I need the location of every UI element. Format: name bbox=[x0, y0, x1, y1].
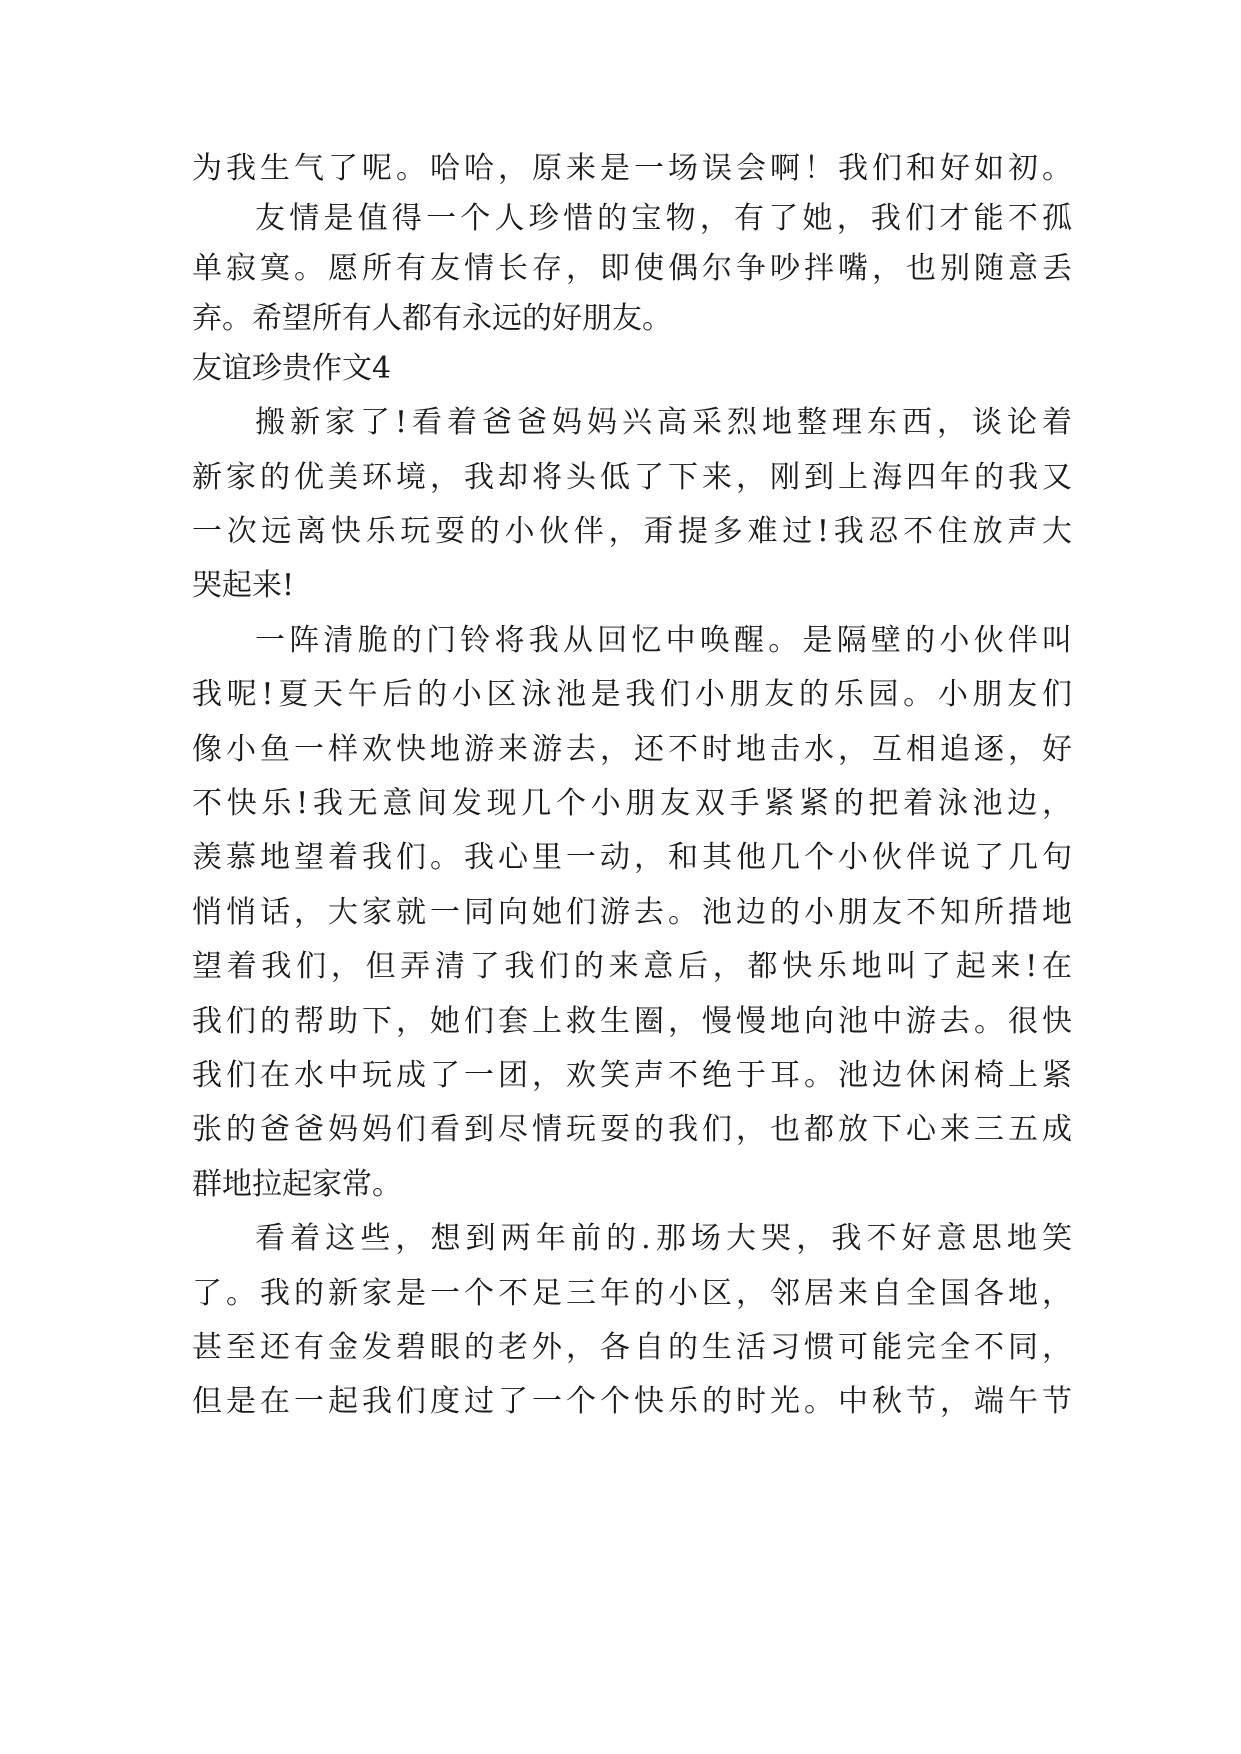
text-line: 悄悄话，大家就一同向她们游去。池边的小朋友不知所措地 bbox=[192, 895, 1072, 930]
text-line: 单寂寞。愿所有友情长存，即使偶尔争吵拌嘴，也别随意丢 bbox=[192, 251, 1072, 286]
section-heading: 友谊珍贵作文4 bbox=[192, 351, 392, 386]
text-line: 不快乐!我无意间发现几个小朋友双手紧紧的把着泳池边， bbox=[192, 786, 1072, 821]
text-line: 为我生气了呢。哈哈，原来是一场误会啊！我们和好如初。 bbox=[192, 151, 1072, 186]
text-line: 张的爸爸妈妈们看到尽情玩耍的我们，也都放下心来三五成 bbox=[192, 1112, 1072, 1147]
text-line: 哭起来! bbox=[192, 568, 295, 603]
text-line: 群地拉起家常。 bbox=[192, 1167, 402, 1202]
text-line: 我们在水中玩成了一团，欢笑声不绝于耳。池边休闲椅上紧 bbox=[192, 1058, 1072, 1093]
text-line: 我们的帮助下，她们套上救生圈，慢慢地向池中游去。很快 bbox=[192, 1004, 1072, 1039]
text-line: 像小鱼一样欢快地游来游去，还不时地击水，互相追逐，好 bbox=[192, 732, 1072, 767]
text-line: 搬新家了!看着爸爸妈妈兴高采烈地整理东西，谈论着 bbox=[255, 405, 1072, 440]
text-line: 一次远离快乐玩耍的小伙伴，甭提多难过!我忍不住放声大 bbox=[192, 514, 1072, 549]
text-line: 甚至还有金发碧眼的老外，各自的生活习惯可能完全不同， bbox=[192, 1330, 1072, 1365]
text-line: 新家的优美环境，我却将头低了下来，刚到上海四年的我又 bbox=[192, 460, 1072, 495]
text-line: 一阵清脆的门铃将我从回忆中唤醒。是隔壁的小伙伴叫 bbox=[255, 623, 1072, 658]
text-line: 羡慕地望着我们。我心里一动，和其他几个小伙伴说了几句 bbox=[192, 840, 1072, 875]
text-line: 但是在一起我们度过了一个个快乐的时光。中秋节，端午节 bbox=[192, 1384, 1072, 1419]
text-line: 弃。希望所有人都有永远的好朋友。 bbox=[192, 301, 672, 336]
text-line: 看着这些，想到两年前的.那场大哭，我不好意思地笑 bbox=[255, 1221, 1072, 1256]
text-line: 了。我的新家是一个不足三年的小区，邻居来自全国各地， bbox=[192, 1276, 1072, 1311]
text-line: 我呢!夏天午后的小区泳池是我们小朋友的乐园。小朋友们 bbox=[192, 677, 1072, 712]
text-line: 友情是值得一个人珍惜的宝物，有了她，我们才能不孤 bbox=[255, 201, 1072, 236]
text-line: 望着我们，但弄清了我们的来意后，都快乐地叫了起来!在 bbox=[192, 949, 1072, 984]
